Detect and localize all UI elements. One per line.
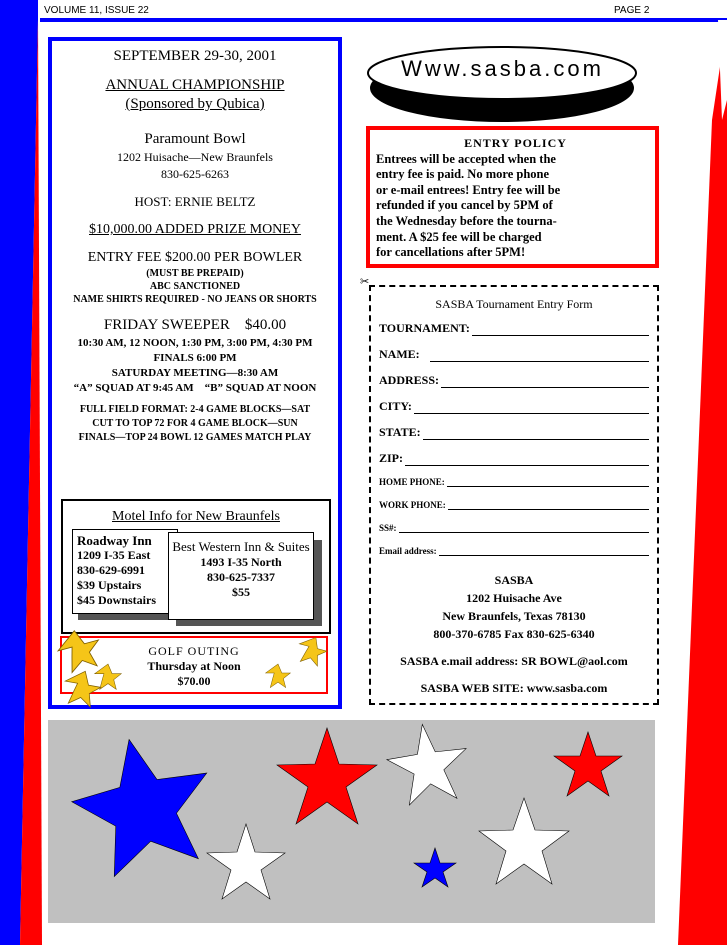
field-work-phone[interactable]: [379, 500, 649, 510]
field-home-phone[interactable]: [379, 477, 649, 487]
venue-address: 1202 Huisache—New Braunfels: [117, 150, 273, 164]
field-label: Email address:: [379, 546, 437, 556]
website-text: Www.sasba.com: [401, 56, 604, 81]
roadway-name: Roadway Inn: [77, 533, 152, 548]
field-line: [430, 360, 649, 362]
bestwestern-name: Best Western Inn & Suites: [172, 539, 310, 554]
volume-issue: VOLUME 11, ISSUE 22: [44, 5, 149, 16]
motel-title: Motel Info for New Braunfels: [112, 509, 280, 524]
squad-times: “A” SQUAD AT 9:45 AM “B” SQUAD AT NOON: [73, 382, 317, 394]
golf-when: Thursday at Noon: [147, 659, 241, 673]
format-line-2: CUT TO TOP 72 FOR 4 GAME BLOCK—SUN: [92, 418, 298, 429]
roadway-downstairs: $45 Downstairs: [77, 593, 157, 607]
org-website: SASBA WEB SITE: www.sasba.com: [420, 681, 608, 695]
sweeper-times: 10:30 AM, 12 NOON, 1:30 PM, 3:00 PM, 4:30 PM: [77, 337, 313, 349]
star-white-bottom: [207, 824, 285, 899]
roadway-upstairs: $39 Upstairs: [77, 578, 142, 592]
field-line: [472, 334, 649, 336]
field-tournament[interactable]: [379, 321, 649, 336]
golf-price: $70.00: [177, 674, 211, 688]
roadway-address: 1209 I-35 East: [77, 548, 151, 562]
shirts-note: NAME SHIRTS REQUIRED - NO JEANS OR SHORTS: [73, 294, 317, 305]
event-sponsor: (Sponsored by Qubica): [125, 96, 265, 112]
event-title: ANNUAL CHAMPIONSHIP: [105, 77, 285, 93]
prize-money: $10,000.00 ADDED PRIZE MONEY: [89, 222, 301, 237]
entry-fee: ENTRY FEE $200.00 PER BOWLER: [87, 250, 303, 265]
policy-line: for cancellations after 5PM!: [376, 245, 526, 260]
saturday-meeting: SATURDAY MEETING—8:30 AM: [111, 367, 279, 379]
field-label: WORK PHONE:: [379, 500, 446, 510]
venue-name: Paramount Bowl: [144, 131, 246, 147]
field-label: ZIP:: [379, 451, 403, 465]
policy-line: entry fee is paid. No more phone: [376, 167, 550, 182]
roadway-card: [72, 529, 178, 614]
field-line: [414, 412, 649, 414]
page-number: PAGE 2: [614, 5, 650, 16]
bestwestern-address: 1493 I-35 North: [200, 555, 282, 569]
policy-line: refunded if you cancel by 5PM of: [376, 198, 553, 213]
star-blue-small: [414, 848, 456, 887]
field-label: NAME:: [379, 347, 420, 361]
star-red-right: [554, 732, 622, 796]
field-label: STATE:: [379, 425, 421, 439]
org-email: SASBA e.mail address: SR BOWL@aol.com: [400, 654, 628, 668]
field-label: CITY:: [379, 399, 412, 413]
field-email[interactable]: [379, 546, 649, 556]
right-stripes: [660, 0, 727, 945]
field-zip[interactable]: [379, 451, 649, 466]
roadway-phone: 830-629-6991: [77, 563, 145, 577]
prepaid-note: (MUST BE PREPAID): [146, 268, 244, 279]
patriotic-stars: [48, 720, 655, 923]
field-label: SS#:: [379, 523, 397, 533]
scissors-icon: ✂: [360, 276, 370, 288]
friday-sweeper: FRIDAY SWEEPER $40.00: [103, 317, 287, 333]
entry-form: [369, 285, 659, 705]
field-line: [448, 508, 649, 510]
field-label: TOURNAMENT:: [379, 321, 470, 335]
gold-stars: [50, 630, 330, 715]
star-blue-large: [62, 725, 224, 882]
sanctioned: ABC SANCTIONED: [149, 281, 241, 292]
org-name: SASBA: [494, 573, 534, 587]
field-line: [405, 464, 649, 466]
field-city[interactable]: [379, 399, 649, 414]
bestwestern-card: [168, 532, 314, 620]
field-line: [441, 386, 649, 388]
org-address-2: New Braunfels, Texas 78130: [442, 609, 586, 623]
field-line: [439, 554, 649, 556]
field-address[interactable]: [379, 373, 649, 388]
venue-phone: 830-625-6263: [161, 167, 229, 181]
format-line-3: FINALS—TOP 24 BOWL 12 GAMES MATCH PLAY: [78, 432, 312, 443]
format-line-1: FULL FIELD FORMAT: 2-4 GAME BLOCKS—SAT: [79, 404, 311, 415]
policy-title: ENTRY POLICY: [464, 136, 567, 150]
field-name[interactable]: [379, 347, 649, 362]
bestwestern-price: $55: [232, 585, 250, 599]
policy-line: or e-mail entrees! Entry fee will be: [376, 182, 561, 197]
field-label: ADDRESS:: [379, 373, 440, 387]
policy-box: [366, 126, 659, 268]
org-phone: 800-370-6785 Fax 830-625-6340: [433, 627, 595, 641]
header-rule: [40, 18, 727, 22]
star-white-right: [479, 798, 569, 884]
bestwestern-phone: 830-625-7337: [207, 570, 275, 584]
org-address-1: 1202 Huisache Ave: [466, 591, 562, 605]
field-line: [423, 438, 649, 440]
policy-line: Entrees will be accepted when the: [376, 151, 556, 166]
star-white-center: [383, 720, 473, 807]
star-red: [277, 728, 377, 824]
event-dates: SEPTEMBER 29-30, 2001: [113, 48, 277, 64]
field-line: [399, 531, 649, 533]
field-ssn[interactable]: [379, 523, 649, 533]
policy-line: ment. A $25 fee will be charged: [376, 229, 542, 244]
field-line: [447, 485, 649, 487]
host: HOST: ERNIE BELTZ: [134, 194, 256, 209]
field-label: HOME PHONE:: [379, 477, 445, 487]
finals-time: FINALS 6:00 PM: [153, 352, 237, 364]
field-state[interactable]: [379, 425, 649, 440]
form-title: SASBA Tournament Entry Form: [435, 297, 593, 311]
policy-line: the Wednesday before the tourna-: [376, 213, 557, 228]
golf-title: GOLF OUTING: [148, 644, 240, 658]
